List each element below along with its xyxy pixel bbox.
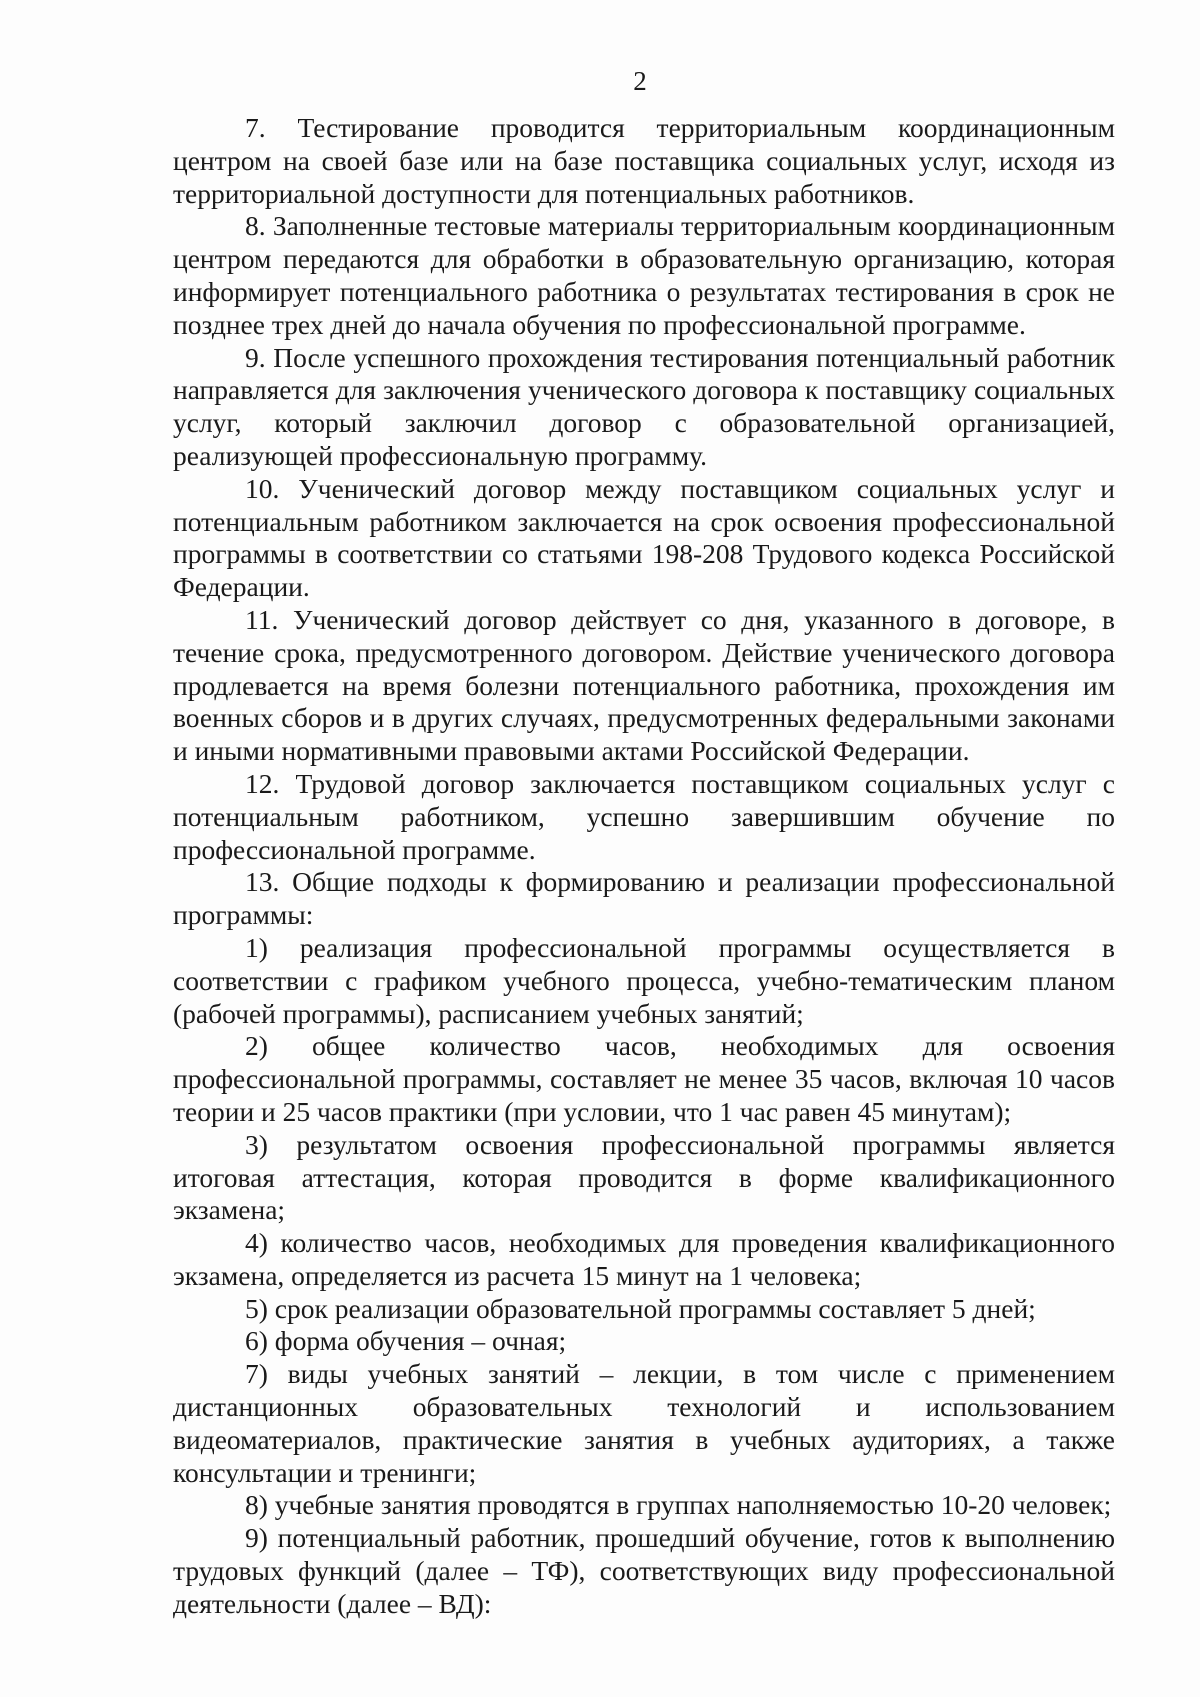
subitem-1: 1) реализация профессиональной программы осуществляется в соответствии с графиком учебного процесса, учебно-тематическим планом (рабочей программы), расписанием учебных занятий; (173, 931, 1115, 1029)
subitem-6: 6) форма обучения – очная; (245, 1325, 567, 1357)
subitem-9: 9) потенциальный работник, прошедший обучение, готов к выполнению трудовых функций (далее – ТФ), соответствующих виду профессиональной деятельности (далее – ВД): (173, 1522, 1115, 1619)
paragraph-item-12: 12. Трудовой договор заключается поставщиком социальных услуг с потенциальным работником, успешно завершившим обучение по профессиональной программе. (173, 767, 1115, 865)
subitem-8: 8) учебные занятия проводятся в группах наполняемостью 10-20 человек; (245, 1489, 1112, 1521)
page-number: 2 (633, 66, 647, 96)
document-body (173, 112, 1115, 1621)
paragraph-item-8: 8. Заполненные тестовые материалы территориальным координационным центром передаются для обработки в образовательную организацию, которая информирует потенциального работника о результатах тестирования в срок не позднее трех дней до начала обучения по профессиональной программе. (173, 210, 1115, 340)
subitem-2: 2) общее количество часов, необходимых для освоения профессиональной программы, составляет не менее 35 часов, включая 10 часов теории и 25 часов практики (при условии, что 1 час равен 45 минутам); (173, 1030, 1115, 1127)
paragraph-item-11: 11. Ученический договор действует со дня, указанного в договоре, в течение срока, предусмотренного договором. Действие ученического договора продлевается на время болезни потенциального работника, прохождения им военных сборов и в других случаях, предусмотренных федеральными законами и иными нормативными правовыми актами Российской Федерации. (173, 603, 1115, 767)
paragraph-item-9: 9. После успешного прохождения тестирования потенциальный работник направляется для заключения ученического договора к поставщику социальных услуг, который заключил договор с образовательной организацией, реализующей профессиональную программу. (173, 341, 1115, 471)
paragraph-item-7: 7. Тестирование проводится территориальным координационным центром на своей базе или на базе поставщика социальных услуг, исходя из территориальной доступности для потенциальных работников. (173, 112, 1115, 209)
subitem-7: 7) виды учебных занятий – лекции, в том числе с применением дистанционных образовательных технологий и использованием видеоматериалов, практические занятия в учебных аудиториях, а также консультации и тренинги; (173, 1358, 1115, 1488)
subitem-4: 4) количество часов, необходимых для проведения квалификационного экзамена, определяется из расчета 15 минут на 1 человека; (173, 1227, 1115, 1291)
paragraph-item-10: 10. Ученический договор между поставщиком социальных услуг и потенциальным работником заключается на срок освоения профессиональной программы в соответствии со статьями 198-208 Трудового кодекса Российской Федерации. (173, 472, 1115, 603)
subitem-5: 5) срок реализации образовательной программы составляет 5 дней; (245, 1292, 1036, 1324)
subitem-3: 3) результатом освоения профессиональной программы является итоговая аттестация, которая проводится в форме квалификационного экзамена; (173, 1128, 1115, 1226)
paragraph-item-13: 13. Общие подходы к формированию и реализации профессиональной программы: (173, 866, 1115, 931)
